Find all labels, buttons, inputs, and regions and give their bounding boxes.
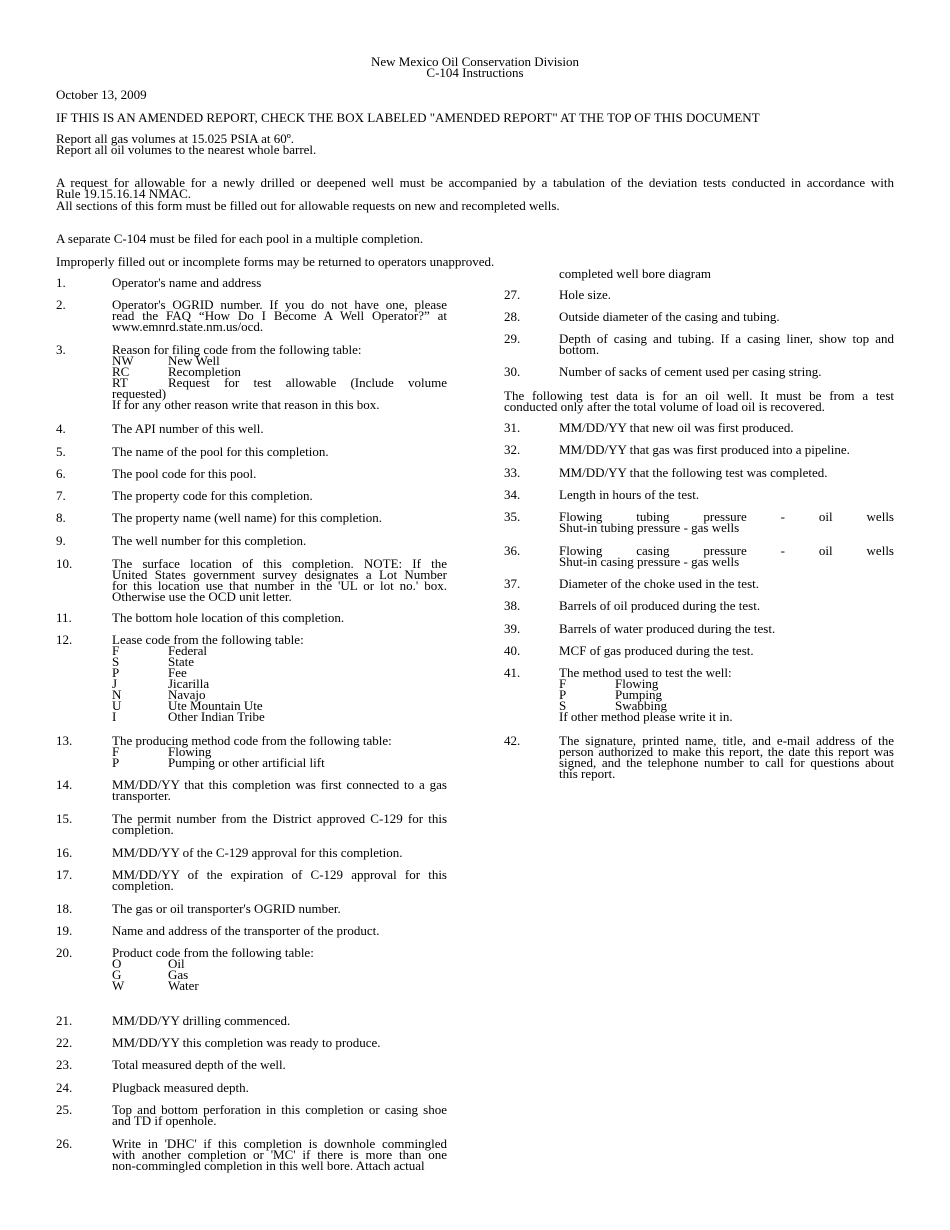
- text-line: person authorized to make this report, the date this report was: [559, 744, 894, 759]
- item-text: [112, 735, 447, 768]
- item-text: [559, 422, 894, 433]
- text-line: Reason for filing code from the following table:: [112, 342, 362, 357]
- code-row: [559, 689, 894, 700]
- text-line: www.emnrd.state.nm.us/ocd.: [112, 319, 264, 334]
- code-label: Pumping or other artificial lift: [168, 755, 325, 770]
- continuation-text: completed well bore diagram: [559, 266, 711, 281]
- item-text: [559, 545, 894, 567]
- text-line: The pool code for this pool.: [112, 466, 257, 481]
- item-number: 10.: [56, 556, 73, 571]
- item-text: [559, 511, 894, 533]
- text-line: bottom.: [559, 342, 600, 357]
- item-text: [112, 947, 447, 991]
- item-text: [559, 311, 894, 322]
- item-number: 33.: [504, 465, 521, 480]
- text-line: completion.: [112, 822, 174, 837]
- item-number: 36.: [504, 543, 521, 558]
- code-label: Fee: [168, 665, 187, 680]
- code-row: [559, 678, 894, 689]
- code: F: [112, 744, 120, 759]
- code-row: [112, 355, 447, 366]
- text-line: Length in hours of the test.: [559, 487, 700, 502]
- text-line: If for any other reason write that reason in this box.: [112, 397, 380, 412]
- text-line: Name and address of the transporter of the product.: [112, 923, 380, 938]
- code: P: [559, 687, 567, 702]
- code: I: [112, 709, 117, 724]
- code-row: [112, 700, 447, 711]
- item-text: [559, 467, 894, 478]
- item-text: [112, 1037, 447, 1048]
- item-text: [559, 645, 894, 656]
- item-text: [112, 512, 447, 523]
- item-text: [112, 1059, 447, 1070]
- text-line: The permit number from the District approved C-129 for this: [112, 811, 447, 826]
- text-line: A request for allowable for a newly drilled or deepened well must be accompanied by a tabulation of the deviation tests conducted in accordance with: [56, 175, 894, 190]
- item-number: 26.: [56, 1136, 73, 1151]
- item-number: 17.: [56, 867, 73, 882]
- item-number: 6.: [56, 466, 66, 481]
- item-number: 34.: [504, 487, 521, 502]
- text-line: Report all gas volumes at 15.025 PSIA at 60º.: [56, 131, 295, 146]
- code-row: [112, 667, 447, 678]
- item-number: 5.: [56, 444, 66, 459]
- item-number: 25.: [56, 1102, 73, 1117]
- item-number: 23.: [56, 1057, 73, 1072]
- item-text: [559, 667, 894, 722]
- document-date: October 13, 2009: [56, 87, 147, 102]
- text-line: The method used to test the well:: [559, 665, 732, 680]
- intro-paragraph: [56, 177, 894, 199]
- text-line: MM/DD/YY drilling commenced.: [112, 1013, 291, 1028]
- item-text: [112, 1104, 447, 1126]
- item-text: [112, 634, 447, 722]
- item-text: [112, 813, 447, 835]
- text-line: Product code from the following table:: [112, 945, 314, 960]
- text-line: Rule 19.15.16.14 NMAC.: [56, 186, 192, 201]
- text-line: and TD if openhole.: [112, 1113, 217, 1128]
- text-line: The signature, printed name, title, and e-mail address of the: [559, 733, 894, 748]
- document-title: C-104 Instructions: [426, 65, 524, 80]
- text-line: The API number of this well.: [112, 421, 264, 436]
- text-line: United States government survey designates a Lot Number: [112, 567, 447, 582]
- code-row: [112, 980, 447, 991]
- item-number: 35.: [504, 509, 521, 524]
- item-number: 42.: [504, 733, 521, 748]
- text-line: Barrels of oil produced during the test.: [559, 598, 761, 613]
- item-text: [112, 1138, 447, 1171]
- item-number: 18.: [56, 901, 73, 916]
- text-line: Depth of casing and tubing. If a casing liner, show top and: [559, 331, 894, 346]
- item-text: [112, 344, 447, 410]
- item-text: [112, 1015, 447, 1026]
- code-row: [112, 645, 447, 656]
- item-text: [112, 468, 447, 479]
- code-row: [112, 689, 447, 700]
- code-label: Federal: [168, 643, 207, 658]
- item-number: 24.: [56, 1080, 73, 1095]
- text-line: Hole size.: [559, 287, 611, 302]
- item-number: 27.: [504, 287, 521, 302]
- text-line: MM/DD/YY that the following test was completed.: [559, 465, 828, 480]
- code: F: [559, 676, 567, 691]
- text-line: The name of the pool for this completion.: [112, 444, 329, 459]
- text-line: All sections of this form must be filled out for allowable requests on new and recompleted wells.: [56, 198, 560, 213]
- intro-paragraph: [56, 133, 894, 155]
- text-line: The producing method code from the following table:: [112, 733, 392, 748]
- text-line: Otherwise use the OCD unit letter.: [112, 589, 292, 604]
- item-text: [112, 869, 447, 891]
- code: F: [112, 643, 120, 658]
- item-text: [112, 903, 447, 914]
- item-number: 31.: [504, 420, 521, 435]
- item-number: 28.: [504, 309, 521, 324]
- item-text: [112, 535, 447, 546]
- document-header: [0, 56, 950, 78]
- text-line: MCF of gas produced during the test.: [559, 643, 754, 658]
- code: P: [112, 755, 120, 770]
- item-text: [112, 277, 447, 288]
- item-number: 2.: [56, 297, 66, 312]
- code-label: Ute Mountain Ute: [168, 698, 263, 713]
- code-label: Jicarilla: [168, 676, 210, 691]
- item-text: [112, 446, 447, 457]
- text-line: If other method please write it in.: [559, 709, 733, 724]
- item-number: 22.: [56, 1035, 73, 1050]
- intro-paragraph: [56, 233, 894, 244]
- item-number: 30.: [504, 364, 521, 379]
- item-text: [559, 289, 894, 300]
- code-label: Navajo: [168, 687, 206, 702]
- code: S: [559, 698, 567, 713]
- text-line: for this location use that number in the 'UL or lot no.' box.: [112, 578, 447, 593]
- text-line: Lease code from the following table:: [112, 632, 304, 647]
- item-text: [112, 299, 447, 332]
- text-line: with another completion or 'MC' if there is more than one: [112, 1147, 447, 1162]
- intro-paragraph: [56, 256, 894, 267]
- item-text: [112, 925, 447, 936]
- item-number: 4.: [56, 421, 66, 436]
- code: O: [112, 956, 122, 971]
- text-line: The gas or oil transporter's OGRID number.: [112, 901, 341, 916]
- text-line: signed, and the telephone number to call for questions about: [559, 755, 894, 770]
- code-row: [112, 757, 447, 768]
- intro-paragraph: [56, 200, 894, 211]
- text-line: Shut-in tubing pressure - gas wells: [559, 520, 740, 535]
- item-text: [559, 735, 894, 779]
- item-number: 16.: [56, 845, 73, 860]
- code: NW: [112, 353, 134, 368]
- code-row: [112, 969, 447, 980]
- code-label: Pumping: [615, 687, 662, 702]
- item-number: 38.: [504, 598, 521, 613]
- code: P: [112, 665, 120, 680]
- item-number: 11.: [56, 610, 72, 625]
- agency-name: New Mexico Oil Conservation Division: [371, 54, 579, 69]
- text-line: MM/DD/YY of the C-129 approval for this completion.: [112, 845, 403, 860]
- item-number: 15.: [56, 811, 73, 826]
- code-label: Request for test allowable (Include volume: [168, 375, 447, 390]
- text-line: completion.: [112, 878, 174, 893]
- item-text: [112, 558, 447, 602]
- item-text: [112, 423, 447, 434]
- item-number: 12.: [56, 632, 73, 647]
- item-number: 7.: [56, 488, 66, 503]
- code-row: [112, 656, 447, 667]
- text-line: Improperly filled out or incomplete forms may be returned to operators unapproved.: [56, 254, 495, 269]
- text-line: MM/DD/YY that this completion was first connected to a gas: [112, 777, 447, 792]
- item-text: [559, 444, 894, 455]
- text-line: The well number for this completion.: [112, 533, 307, 548]
- text-line: Shut-in casing pressure - gas wells: [559, 554, 740, 569]
- item-text: [112, 779, 447, 801]
- text-line: MM/DD/YY this completion was ready to produce.: [112, 1035, 381, 1050]
- code: S: [112, 654, 120, 669]
- code-label: Recompletion: [168, 364, 241, 379]
- code-label: Flowing: [615, 676, 659, 691]
- text-line: Top and bottom perforation in this completion or casing shoe: [112, 1102, 447, 1117]
- item-text: [559, 489, 894, 500]
- code: J: [112, 676, 118, 691]
- text-line: conducted only after the total volume of load oil is recovered.: [504, 399, 825, 414]
- code-label: Swabbing: [615, 698, 667, 713]
- text-line: read the FAQ “How Do I Become A Well Operator?” at: [112, 308, 447, 323]
- item-number: 40.: [504, 643, 521, 658]
- code-label: Gas: [168, 967, 189, 982]
- code-label: State: [168, 654, 194, 669]
- text-line: Operator's name and address: [112, 275, 262, 290]
- item-number: 19.: [56, 923, 73, 938]
- item-number: 41.: [504, 665, 521, 680]
- code-label: Oil: [168, 956, 185, 971]
- item-text: [559, 600, 894, 611]
- text-line: MM/DD/YY that gas was first produced into a pipeline.: [559, 442, 850, 457]
- code-row: [112, 678, 447, 689]
- text-line: MM/DD/YY of the expiration of C-129 approval for this: [112, 867, 447, 882]
- item-text: [559, 623, 894, 634]
- code: RT: [112, 375, 128, 390]
- text-line: Barrels of water produced during the test.: [559, 621, 776, 636]
- text-line: transporter.: [112, 788, 171, 803]
- item-number: 39.: [504, 621, 521, 636]
- item-number: 8.: [56, 510, 66, 525]
- text-line: Total measured depth of the well.: [112, 1057, 286, 1072]
- text-line: Plugback measured depth.: [112, 1080, 249, 1095]
- code: G: [112, 967, 122, 982]
- text-line: requested): [112, 386, 167, 401]
- item-text: [559, 366, 894, 377]
- item-text: [112, 1082, 447, 1093]
- item-number: 37.: [504, 576, 521, 591]
- item-text: [559, 578, 894, 589]
- item-text: [559, 333, 894, 355]
- item-number: 3.: [56, 342, 66, 357]
- text-line: Flowing casing pressure - oil wells: [559, 543, 894, 558]
- item-number: 20.: [56, 945, 73, 960]
- text-line: The property code for this completion.: [112, 488, 313, 503]
- code-label: Flowing: [168, 744, 212, 759]
- test-data-paragraph: [504, 390, 894, 412]
- code: U: [112, 698, 122, 713]
- code: RC: [112, 364, 130, 379]
- text-line: A separate C-104 must be filed for each pool in a multiple completion.: [56, 231, 424, 246]
- item-number: 21.: [56, 1013, 73, 1028]
- code: N: [112, 687, 122, 702]
- text-line: The property name (well name) for this completion.: [112, 510, 383, 525]
- text-line: MM/DD/YY that new oil was first produced.: [559, 420, 794, 435]
- item-number: 9.: [56, 533, 66, 548]
- item-number: 1.: [56, 275, 66, 290]
- text-line: Outside diameter of the casing and tubing.: [559, 309, 780, 324]
- item-text: [112, 847, 447, 858]
- item-number: 29.: [504, 331, 521, 346]
- item-number: 13.: [56, 733, 73, 748]
- code-label: Water: [168, 978, 199, 993]
- item-text: [112, 490, 447, 501]
- item-number: 14.: [56, 777, 73, 792]
- text-line: Diameter of the choke used in the test.: [559, 576, 759, 591]
- text-line: The bottom hole location of this completion.: [112, 610, 345, 625]
- amended-notice: IF THIS IS AN AMENDED REPORT, CHECK THE BOX LABELED "AMENDED REPORT" AT THE TOP OF THIS DOCUMENT: [56, 110, 760, 125]
- code-row: [112, 958, 447, 969]
- code-label: Other Indian Tribe: [168, 709, 265, 724]
- code-label: New Well: [168, 353, 220, 368]
- text-line: Operator's OGRID number. If you do not have one, please: [112, 297, 447, 312]
- text-line: Report all oil volumes to the nearest whole barrel.: [56, 142, 317, 157]
- text-line: The following test data is for an oil well. It must be from a test: [504, 388, 894, 403]
- text-line: The surface location of this completion. NOTE: If the: [112, 556, 447, 571]
- text-line: this report.: [559, 766, 616, 781]
- item-number: 32.: [504, 442, 521, 457]
- text-line: Write in 'DHC' if this completion is downhole commingled: [112, 1136, 447, 1151]
- text-line: Number of sacks of cement used per casing string.: [559, 364, 822, 379]
- code: W: [112, 978, 125, 993]
- item-text: [112, 612, 447, 623]
- text-line: Flowing tubing pressure - oil wells: [559, 509, 894, 524]
- code-row: [112, 711, 447, 722]
- text-line: non-commingled completion in this well bore. Attach actual: [112, 1158, 425, 1173]
